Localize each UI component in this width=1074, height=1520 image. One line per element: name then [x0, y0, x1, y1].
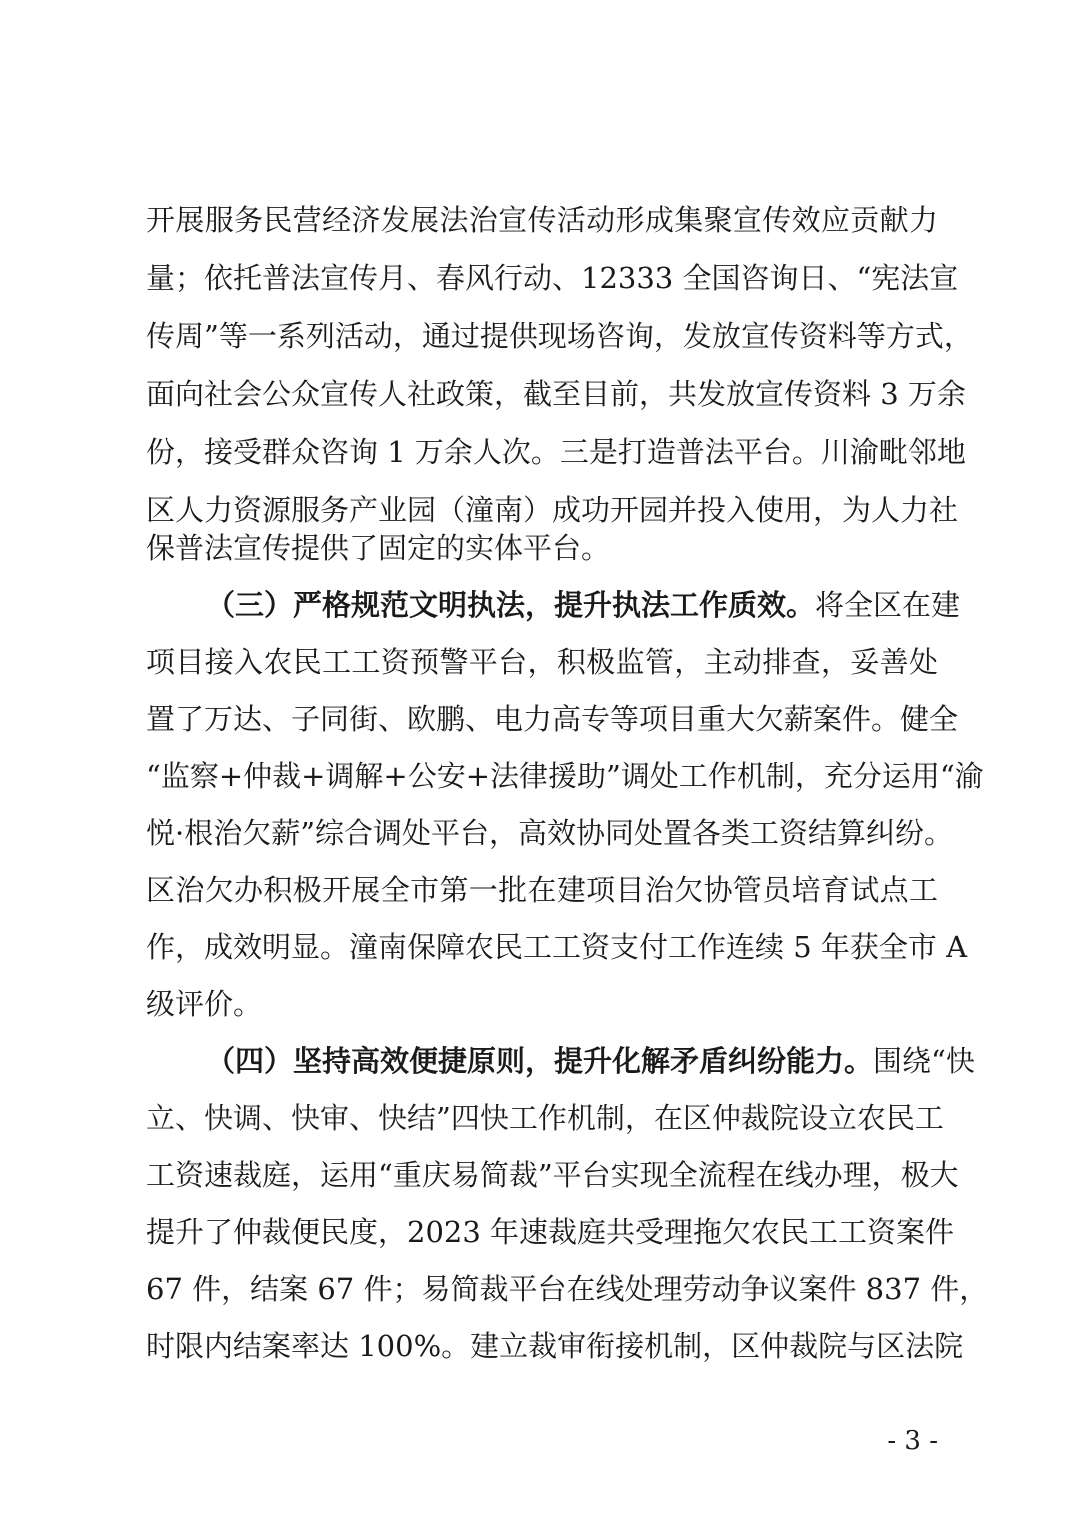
- text-line: 传周”等一系列活动，通过提供现场咨询，发放宣传资料等方式，: [146, 319, 973, 353]
- text-line: 提升了仲裁便民度，2023 年速裁庭共受理拖欠农民工工资案件: [146, 1215, 955, 1249]
- section-3-heading: （三）严格规范文明执法，提升执法工作质效。: [206, 588, 816, 622]
- page-number: - 3 -: [887, 1426, 938, 1456]
- section-4-first-line: [206, 1033, 975, 1089]
- text-line: 保普法宣传提供了固定的实体平台。: [146, 531, 611, 565]
- text-line: “监察+仲裁+调解+公安+法律援助”调处工作机制，充分运用“渝: [146, 759, 984, 793]
- section-3-first-line: [206, 577, 961, 633]
- text-line: 时限内结案率达 100%。建立裁审衔接机制，区仲裁院与区法院: [146, 1329, 964, 1363]
- text-line: 悦·根治欠薪”综合调处平台，高效协同处置各类工资结算纠纷。: [146, 816, 954, 850]
- text-line: 工资速裁庭，运用“重庆易简裁”平台实现全流程在线办理，极大: [146, 1158, 959, 1192]
- text-line: 立、快调、快审、快结”四快工作机制，在区仲裁院设立农民工: [146, 1101, 944, 1135]
- text-line: 量；依托普法宣传月、春风行动、12333 全国咨询日、“宪法宣: [146, 261, 959, 295]
- text-line: 区人力资源服务产业园（潼南）成功开园并投入使用，为人力社: [146, 493, 959, 527]
- section-4-first-line-text: 围绕“快: [873, 1044, 975, 1078]
- text-line: 67 件，结案 67 件；易简裁平台在线处理劳动争议案件 837 件，: [146, 1272, 989, 1306]
- text-line: 面向社会公众宣传人社政策，截至目前，共发放宣传资料 3 万余: [146, 377, 966, 411]
- text-line: 置了万达、子同街、欧鹏、电力高专等项目重大欠薪案件。健全: [146, 702, 959, 736]
- section-3-first-line-text: 将全区在建: [815, 588, 961, 622]
- text-line: 份，接受群众咨询 1 万余人次。三是打造普法平台。川渝毗邻地: [146, 435, 966, 469]
- text-line: 作，成效明显。潼南保障农民工工资支付工作连续 5 年获全市 A: [146, 930, 968, 964]
- section-4-heading: （四）坚持高效便捷原则，提升化解矛盾纠纷能力。: [206, 1044, 874, 1078]
- text-line: 区治欠办积极开展全市第一批在建项目治欠协管员培育试点工: [146, 873, 938, 907]
- text-line: 项目接入农民工工资预警平台，积极监管，主动排查，妥善处: [146, 645, 938, 679]
- text-line: 级评价。: [146, 987, 263, 1021]
- text-line: 开展服务民营经济发展法治宣传活动形成集聚宣传效应贡献力: [146, 203, 938, 237]
